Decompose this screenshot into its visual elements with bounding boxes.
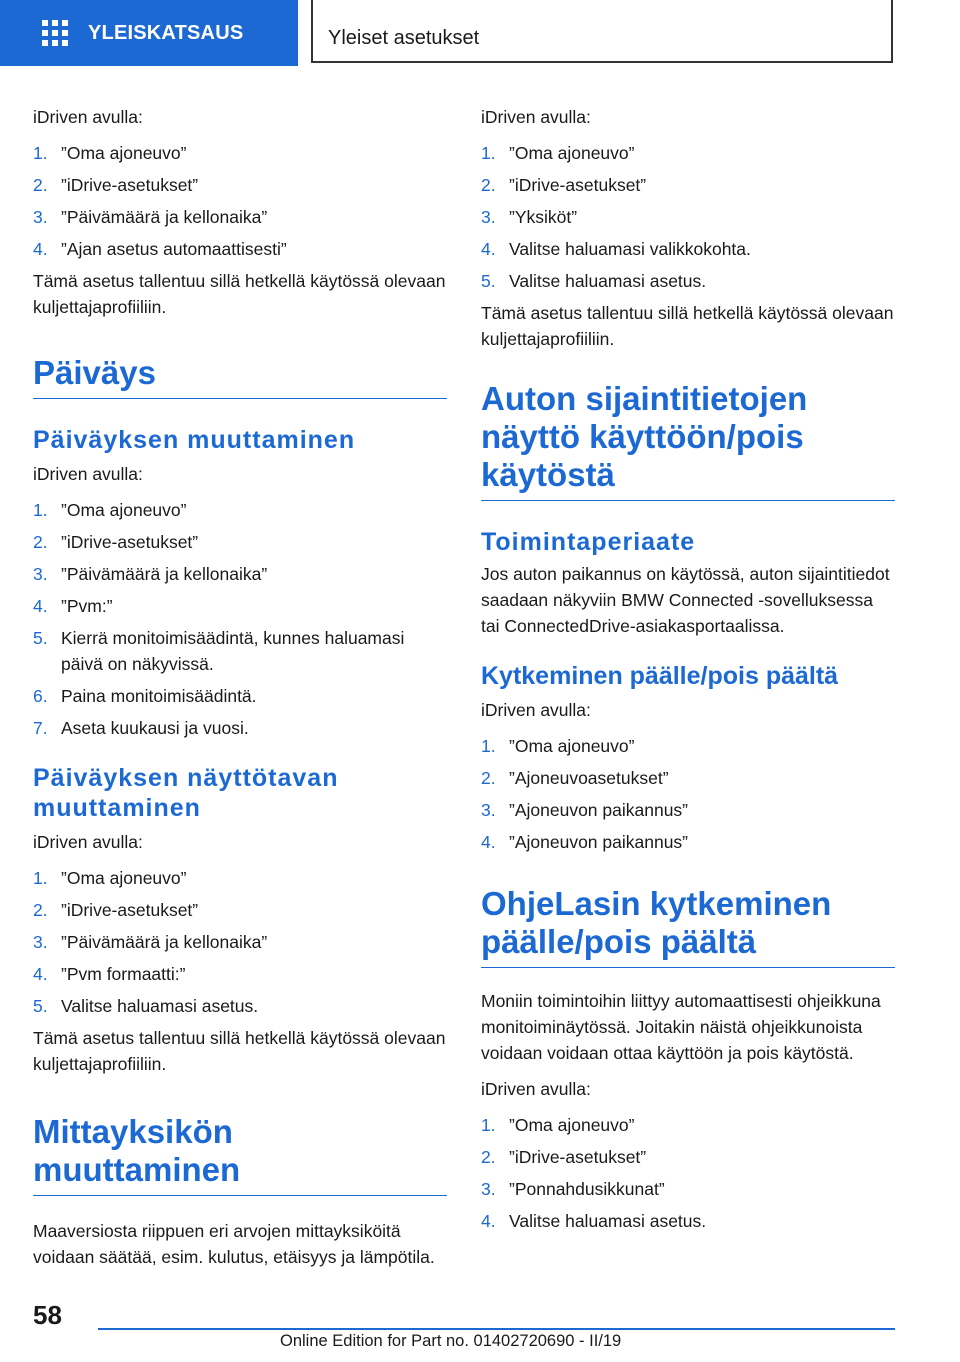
step-number: 3. [481,1179,496,1199]
list-item [33,561,447,587]
list-item [33,497,447,523]
step-text: ”Oma ajoneuvo” [61,143,187,163]
list-item [33,140,447,166]
step-text: Valitse haluamasi asetus. [61,996,259,1016]
steps-list [481,140,895,294]
step-text: ”Oma ajoneuvo” [509,736,635,756]
heading-date-format: Päiväyksen näyttötavan muuttaminen [33,764,339,822]
step-number: 2. [33,532,48,552]
step-text: Paina monitoimisäädintä. [61,686,257,706]
step-text: ”Pvm formaatti:” [61,964,186,984]
step-text: ”iDrive-asetukset” [61,175,199,195]
list-item [481,733,895,759]
step-number: 2. [33,175,48,195]
step-text: ”Ajoneuvon paikannus” [509,832,689,852]
step-text: Aseta kuukausi ja vuosi. [61,718,249,738]
step-text: ”Pvm:” [61,596,113,616]
list-item [33,897,447,923]
step-number: 5. [33,628,48,648]
list-item [481,140,895,166]
step-text: ”Ajoneuvon paikannus” [509,800,689,820]
step-text: Valitse haluamasi asetus. [509,271,707,291]
chapter-title: Yleiset asetukset [328,27,480,49]
step-number: 4. [481,832,496,852]
step-number: 1. [33,868,48,888]
step-number: 2. [33,900,48,920]
step-number: 2. [481,1147,496,1167]
step-text: Kierrä monitoimisäädintä, kunnes haluamasi päivä on näkyvissä. [61,628,405,674]
list-item [33,204,447,230]
list-item [33,529,447,555]
step-number: 3. [33,564,48,584]
page-number: 58 [33,1300,62,1330]
step-number: 4. [33,964,48,984]
list-item [481,829,895,855]
step-number: 4. [33,596,48,616]
step-number: 1. [481,1115,496,1135]
step-number: 1. [33,500,48,520]
step-number: 2. [481,175,496,195]
units-text: Maaversiosta riippuen eri arvojen mittayksiköitä voidaan säätää, esim. kulutus, etäisyys ja lämpötila. [33,1221,435,1267]
step-number: 6. [33,686,48,706]
list-item [33,172,447,198]
step-text: ”Oma ajoneuvo” [61,500,187,520]
step-number: 4. [481,1211,496,1231]
heading-principle: Toimintaperiaate [481,528,696,556]
note-text: Tämä asetus tallentuu sillä hetkellä käytössä olevaan kuljettajaprofiiliin. [33,1028,446,1074]
list-item [481,765,895,791]
step-text: ”Yksiköt” [509,207,578,227]
list-item [481,268,895,294]
step-number: 1. [481,736,496,756]
footer-divider [98,1328,895,1330]
step-number: 3. [481,800,496,820]
step-text: ”Ajan asetus automaattisesti” [61,239,287,259]
section-tab-label: YLEISKATSAUS [88,21,244,44]
list-item [481,1112,895,1138]
intro-text: iDriven avulla: [33,832,143,852]
steps-list [481,1112,895,1234]
section-tab-overview[interactable] [0,0,298,66]
right-column [481,104,895,1240]
step-text: ”Oma ajoneuvo” [509,1115,635,1135]
intro-text: iDriven avulla: [33,107,143,127]
step-number: 1. [481,143,496,163]
intro-text: iDriven avulla: [33,464,143,484]
intro-text: iDriven avulla: [481,107,591,127]
note-text: Tämä asetus tallentuu sillä hetkellä käytössä olevaan kuljettajaprofiiliin. [33,271,446,317]
step-text: ”iDrive-asetukset” [61,532,199,552]
heading-location: Auton sijaintitietojen näyttö käyttöön/pois käytöstä [481,380,895,501]
step-text: ”iDrive-asetukset” [509,1147,647,1167]
chapter-header [311,0,893,63]
list-item [33,683,447,709]
step-text: ”Päivämäärä ja kellonaika” [61,932,268,952]
step-text: ”Ponnahdusikkunat” [509,1179,665,1199]
step-number: 4. [33,239,48,259]
intro-text: iDriven avulla: [481,1079,591,1099]
list-item [481,797,895,823]
step-text: ”Oma ajoneuvo” [61,868,187,888]
list-item [33,865,447,891]
step-text: Valitse haluamasi valikkokohta. [509,239,751,259]
list-item [481,1208,895,1234]
step-text: ”Päivämäärä ja kellonaika” [61,207,268,227]
grid-menu-icon [42,20,68,46]
list-item [33,993,447,1019]
list-item [481,1144,895,1170]
steps-list [33,497,447,741]
intro-text: iDriven avulla: [481,700,591,720]
step-number: 5. [33,996,48,1016]
left-column [33,104,447,1270]
help-text: Moniin toimintoihin liittyy automaattisesti ohjeikkuna monitoiminäytössä. Joitakin näistä ohjeikkunoista voidaan voidaan ottaa käyttöön ja pois käytöstä. [481,991,881,1063]
step-text: ”Oma ajoneuvo” [509,143,635,163]
heading-help: OhjeLasin kytkeminen päälle/pois päältä [481,885,895,968]
list-item [481,172,895,198]
heading-date: Päiväys [33,354,447,399]
step-number: 4. [481,239,496,259]
principle-text: Jos auton paikannus on käytössä, auton sijaintitiedot saadaan näkyviin BMW Connected -sovelluksessa tai ConnectedDrive-asiakasportaalissa. [481,564,890,636]
steps-list [33,140,447,262]
list-item [33,625,447,677]
step-text: ”Päivämäärä ja kellonaika” [61,564,268,584]
list-item [33,929,447,955]
note-text: Tämä asetus tallentuu sillä hetkellä käytössä olevaan kuljettajaprofiiliin. [481,303,894,349]
heading-switch: Kytkeminen päälle/pois päältä [481,662,839,690]
step-number: 2. [481,768,496,788]
step-text: Valitse haluamasi asetus. [509,1211,707,1231]
step-text: ”iDrive-asetukset” [509,175,647,195]
list-item [33,961,447,987]
list-item [33,715,447,741]
list-item [481,204,895,230]
step-text: ”iDrive-asetukset” [61,900,199,920]
edition-footer: Online Edition for Part no. 01402720690 - II/19 [280,1332,622,1350]
step-number: 7. [33,718,48,738]
step-number: 3. [481,207,496,227]
step-number: 3. [33,932,48,952]
heading-units: Mittayksikön muuttaminen [33,1113,447,1196]
list-item [481,236,895,262]
step-number: 3. [33,207,48,227]
list-item [33,593,447,619]
steps-list [33,865,447,1019]
heading-change-date: Päiväyksen muuttaminen [33,426,356,454]
list-item [33,236,447,262]
step-number: 5. [481,271,496,291]
step-number: 1. [33,143,48,163]
steps-list [481,733,895,855]
step-text: ”Ajoneuvoasetukset” [509,768,669,788]
list-item [481,1176,895,1202]
